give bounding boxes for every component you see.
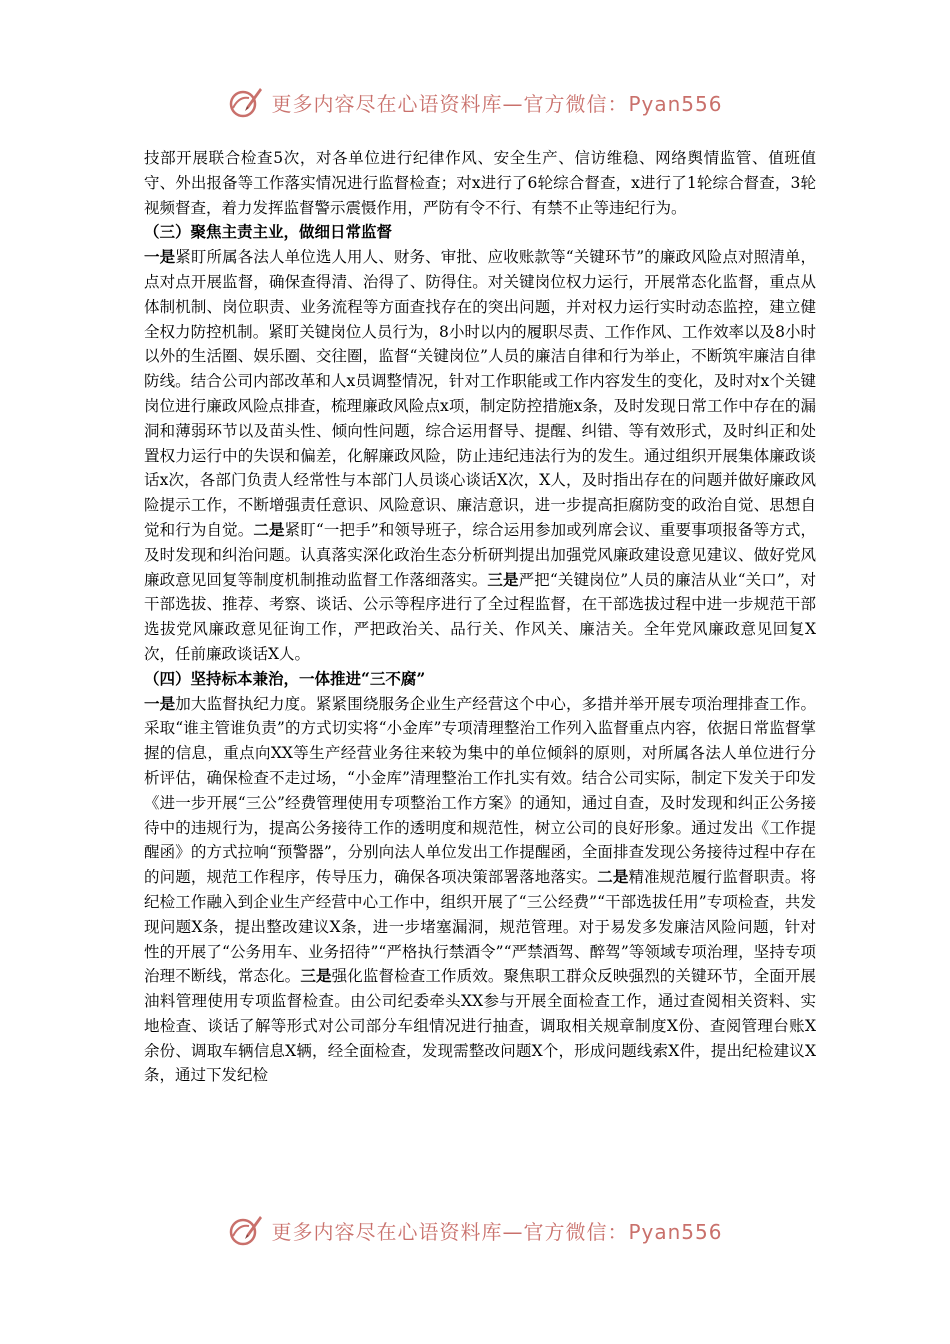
watermark-group — [227, 84, 722, 120]
paragraph-text: 紧盯所属各法人单位选人用人、财务、审批、应收账款等“关键环节”的廉政风险点对照清单，点对点开展监督，确保查得清、治得了、防得住。对关键岗位权力运行，开展常态化监督，重点从体制机制、岗位职责、业务流程等方面查找存在的突出问题，并对权力运行实时动态监控，建立健全权力防控机制。紧盯关键岗位人员行为，8小时以内的履职尽责、工作作风、工作效率以及8小时以外的生活圈、娱乐圈、交往圈，监督“关键岗位”人员的廉洁自律和行为举止，不断筑牢廉洁自律防线。结合公司内部改革和人x员调整情况，针对工作职能或工作内容发生的变化，及时对x个关键岗位进行廉政风险点排查，梳理廉政风险点x项，制定防控措施x条，及时发现日常工作中存在的漏洞和薄弱环节以及苗头性、倾向性问题，综合运用督导、提醒、纠错、等有效形式，及时纠正和处置权力运行中的失误和偏差，化解廉政风险，防止违纪违法行为的发生。通过组织开展集体廉政谈话x次，各部门负责人经常性与本部门人员谈心谈话X次，X人，及时指出存在的问题并做好廉政风险提示工作，不断增强责任意识、风险意识、廉洁意识，进一步提高拒腐防变的政治自觉、思想自觉和行为自觉。 — [144, 248, 816, 539]
paragraph-text: 精准规范履行监督职责。将纪检工作融入到企业生产经营中心工作中，组织开展了“三公经费”“干部选拔任用”专项检查，共发现问题X条，提出整改建议X条，进一步堵塞漏洞，规范管理。对于易发多发廉洁风险问题，针对性的开展了“公务用车、业务招待”“严格执行禁酒令”“严禁酒驾、醉驾”等领域专项治理，坚持专项治理不断线，常态化。 — [144, 868, 816, 986]
point-label-2: 二是 — [253, 519, 285, 539]
point-label-3: 三是 — [487, 569, 519, 589]
pen-logo-icon — [227, 1212, 263, 1248]
paragraph-section-3 — [144, 245, 816, 667]
heading-text: （四）坚持标本兼治，一体推进“三不腐” — [144, 668, 426, 688]
watermark-group — [227, 1212, 722, 1248]
footer-watermark — [0, 1210, 950, 1250]
pen-logo-icon — [227, 84, 263, 120]
point-label-3: 三是 — [300, 966, 332, 986]
watermark-text: 更多内容尽在心语资料库—官方微信：Pyan556 — [271, 1219, 723, 1244]
paragraph-continued — [144, 146, 816, 220]
document-body — [144, 146, 816, 1088]
section-heading-3 — [144, 220, 816, 245]
paragraph-text: 技部开展联合检查5次，对各单位进行纪律作风、安全生产、信访维稳、网络舆情监管、值班值守、外出报备等工作落实情况进行监督检查；对x进行了6轮综合督查，x进行了1轮综合督查，3轮视频督查，着力发挥监督警示震慑作用，严防有令不行、有禁不止等违纪行为。 — [144, 149, 816, 217]
watermark-text: 更多内容尽在心语资料库—官方微信：Pyan556 — [271, 91, 723, 116]
paragraph-section-4 — [144, 692, 816, 1089]
paragraph-text: 严把“关键岗位”人员的廉洁从业“关口”，对干部选拔、推荐、考察、谈话、公示等程序进行了全过程监督，在干部选拔过程中进一步规范干部选拔党风廉政意见征询工作，严把政治关、品行关、作风关、廉洁关。全年党风廉政意见回复X次，任前廉政谈话X人。 — [144, 570, 816, 663]
paragraph-text: 加大监督执纪力度。紧紧围绕服务企业生产经营这个中心，多措并举开展专项治理排查工作。采取“谁主管谁负责”的方式切实将“小金库”专项清理整治工作列入监督重点内容，依据日常监督掌握的信息，重点向XX等生产经营业务往来较为集中的单位倾斜的原则，对所属各法人单位进行分析评估，确保检查不走过场，“小金库”清理整治工作扎实有效。结合公司实际，制定下发关于印发《进一步开展“三公”经费管理使用专项整治工作方案》的通知，通过自查，及时发现和纠正公务接待中的违规行为，提高公务接待工作的透明度和规范性，树立公司的良好形象。通过发出《工作提醒函》的方式拉响“预警器”，分别向法人单位发出工作提醒函，全面排查发现公务接待过程中存在的问题，规范工作程序，传导压力，确保各项决策部署落地落实。 — [144, 694, 816, 887]
point-label-2: 二是 — [597, 867, 629, 887]
paragraph-text: 强化监督检查工作质效。聚焦职工群众反映强烈的关键环节，全面开展油料管理使用专项监督检查。由公司纪委牵头XX参与开展全面检查工作，通过查阅相关资料、实地检查、谈话了解等形式对公司部分车组情况进行抽查，调取相关规章制度X份、查阅管理台账X余份、调取车辆信息X辆，经全面检查，发现需整改问题X个，形成问题线索X件，提出纪检建议X条，通过下发纪检 — [144, 967, 816, 1085]
heading-text: （三）聚焦主责主业，做细日常监督 — [144, 222, 393, 242]
header-watermark — [0, 82, 950, 122]
point-label-1: 一是 — [144, 247, 176, 267]
section-heading-4 — [144, 667, 816, 692]
point-label-1: 一是 — [144, 693, 176, 713]
paragraph-text: 紧盯“一把手”和领导班子，综合运用参加或列席会议、重要事项报备等方式，及时发现和纠治问题。认真落实深化政治生态分析研判提出加强党风廉政建设意见建议、做好党风廉政意见回复等制度机制推动监督工作落细落实。 — [144, 520, 816, 589]
